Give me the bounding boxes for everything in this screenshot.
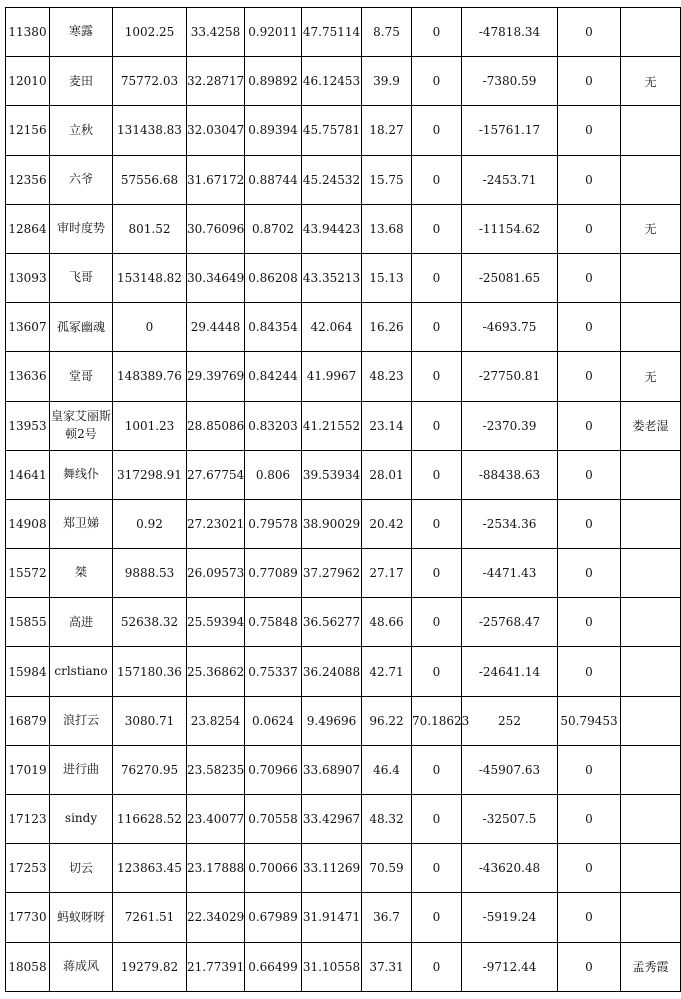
- extra-cell: 0: [412, 745, 462, 794]
- balance-cell: -15761.17: [462, 106, 558, 155]
- score-cell: 45.24532: [302, 155, 362, 204]
- table-row: [6, 401, 681, 450]
- ratio-cell: 0.84354: [245, 303, 302, 352]
- bonus-cell: 0: [558, 647, 621, 696]
- extra-cell: 0: [412, 253, 462, 302]
- name-cell: 桀: [50, 549, 113, 598]
- note-cell: [621, 499, 681, 548]
- extra-cell: 0: [412, 204, 462, 253]
- note-cell: 娄老湿: [621, 401, 681, 450]
- rate-cell: 23.40077: [187, 795, 245, 844]
- ratio-cell: 0.0624: [245, 696, 302, 745]
- score-cell: 43.94423: [302, 204, 362, 253]
- name-cell: 蚂蚁呀呀: [50, 893, 113, 942]
- bonus-cell: 0: [558, 450, 621, 499]
- rate-cell: 23.17888: [187, 844, 245, 893]
- note-cell: [621, 549, 681, 598]
- ratio-cell: 0.79578: [245, 499, 302, 548]
- score-cell: 45.75781: [302, 106, 362, 155]
- id-cell: 12864: [6, 204, 50, 253]
- value-cell: 57556.68: [113, 155, 187, 204]
- balance-cell: -25081.65: [462, 253, 558, 302]
- percent-cell: 70.59: [362, 844, 412, 893]
- name-cell: 审时度势: [50, 204, 113, 253]
- value-cell: 9888.53: [113, 549, 187, 598]
- name-cell: 孤冢幽魂: [50, 303, 113, 352]
- name-cell: 切云: [50, 844, 113, 893]
- extra-cell: 0: [412, 57, 462, 106]
- bonus-cell: 0: [558, 204, 621, 253]
- name-cell: 堂哥: [50, 352, 113, 401]
- bonus-cell: 0: [558, 745, 621, 794]
- table-row: [6, 303, 681, 352]
- table-row: [6, 499, 681, 548]
- rate-cell: 29.39769: [187, 352, 245, 401]
- extra-cell: 0: [412, 155, 462, 204]
- score-cell: 38.90029: [302, 499, 362, 548]
- percent-cell: 36.7: [362, 893, 412, 942]
- id-cell: 17019: [6, 745, 50, 794]
- balance-cell: -7380.59: [462, 57, 558, 106]
- ratio-cell: 0.92011: [245, 8, 302, 57]
- extra-cell: 0: [412, 942, 462, 991]
- data-table: [5, 7, 681, 992]
- balance-cell: -2534.36: [462, 499, 558, 548]
- percent-cell: 48.66: [362, 598, 412, 647]
- note-cell: 无: [621, 57, 681, 106]
- value-cell: 317298.91: [113, 450, 187, 499]
- percent-cell: 42.71: [362, 647, 412, 696]
- ratio-cell: 0.89394: [245, 106, 302, 155]
- note-cell: 无: [621, 352, 681, 401]
- ratio-cell: 0.806: [245, 450, 302, 499]
- percent-cell: 96.22: [362, 696, 412, 745]
- table-row: [6, 696, 681, 745]
- percent-cell: 28.01: [362, 450, 412, 499]
- balance-cell: -88438.63: [462, 450, 558, 499]
- id-cell: 14908: [6, 499, 50, 548]
- ratio-cell: 0.86208: [245, 253, 302, 302]
- value-cell: 801.52: [113, 204, 187, 253]
- id-cell: 18058: [6, 942, 50, 991]
- extra-cell: 0: [412, 549, 462, 598]
- balance-cell: -27750.81: [462, 352, 558, 401]
- percent-cell: 20.42: [362, 499, 412, 548]
- table-row: [6, 549, 681, 598]
- balance-cell: -43620.48: [462, 844, 558, 893]
- table-row: [6, 942, 681, 991]
- value-cell: 153148.82: [113, 253, 187, 302]
- balance-cell: -4693.75: [462, 303, 558, 352]
- extra-cell: 0: [412, 795, 462, 844]
- percent-cell: 18.27: [362, 106, 412, 155]
- rate-cell: 28.85086: [187, 401, 245, 450]
- ratio-cell: 0.66499: [245, 942, 302, 991]
- table-row: [6, 795, 681, 844]
- id-cell: 13607: [6, 303, 50, 352]
- rate-cell: 31.67172: [187, 155, 245, 204]
- rate-cell: 21.77391: [187, 942, 245, 991]
- table-row: [6, 204, 681, 253]
- score-cell: 46.12453: [302, 57, 362, 106]
- ratio-cell: 0.89892: [245, 57, 302, 106]
- score-cell: 37.27962: [302, 549, 362, 598]
- name-cell: sindy: [50, 795, 113, 844]
- balance-cell: 252: [462, 696, 558, 745]
- rate-cell: 33.4258: [187, 8, 245, 57]
- id-cell: 17730: [6, 893, 50, 942]
- score-cell: 9.49696: [302, 696, 362, 745]
- percent-cell: 48.23: [362, 352, 412, 401]
- id-cell: 12010: [6, 57, 50, 106]
- note-cell: [621, 450, 681, 499]
- id-cell: 13093: [6, 253, 50, 302]
- id-cell: 14641: [6, 450, 50, 499]
- extra-cell: 0: [412, 106, 462, 155]
- percent-cell: 37.31: [362, 942, 412, 991]
- bonus-cell: 0: [558, 795, 621, 844]
- ratio-cell: 0.88744: [245, 155, 302, 204]
- balance-cell: -11154.62: [462, 204, 558, 253]
- id-cell: 13636: [6, 352, 50, 401]
- rate-cell: 30.34649: [187, 253, 245, 302]
- bonus-cell: 0: [558, 598, 621, 647]
- name-cell: 六爷: [50, 155, 113, 204]
- percent-cell: 23.14: [362, 401, 412, 450]
- extra-cell: 0: [412, 450, 462, 499]
- note-cell: [621, 253, 681, 302]
- percent-cell: 15.13: [362, 253, 412, 302]
- note-cell: [621, 696, 681, 745]
- id-cell: 15855: [6, 598, 50, 647]
- note-cell: [621, 106, 681, 155]
- note-cell: [621, 303, 681, 352]
- id-cell: 15984: [6, 647, 50, 696]
- ratio-cell: 0.67989: [245, 893, 302, 942]
- rate-cell: 29.4448: [187, 303, 245, 352]
- name-cell: 寒露: [50, 8, 113, 57]
- note-cell: [621, 155, 681, 204]
- balance-cell: -32507.5: [462, 795, 558, 844]
- rate-cell: 23.8254: [187, 696, 245, 745]
- id-cell: 13953: [6, 401, 50, 450]
- rate-cell: 30.76096: [187, 204, 245, 253]
- bonus-cell: 50.79453: [558, 696, 621, 745]
- ratio-cell: 0.75848: [245, 598, 302, 647]
- value-cell: 75772.03: [113, 57, 187, 106]
- ratio-cell: 0.77089: [245, 549, 302, 598]
- score-cell: 42.064: [302, 303, 362, 352]
- value-cell: 0: [113, 303, 187, 352]
- id-cell: 16879: [6, 696, 50, 745]
- percent-cell: 39.9: [362, 57, 412, 106]
- ratio-cell: 0.75337: [245, 647, 302, 696]
- score-cell: 33.42967: [302, 795, 362, 844]
- table-row: [6, 155, 681, 204]
- table-row: [6, 352, 681, 401]
- table-row: [6, 893, 681, 942]
- rate-cell: 26.09573: [187, 549, 245, 598]
- percent-cell: 13.68: [362, 204, 412, 253]
- percent-cell: 48.32: [362, 795, 412, 844]
- value-cell: 3080.71: [113, 696, 187, 745]
- extra-cell: 0: [412, 844, 462, 893]
- name-cell: 蒋成风: [50, 942, 113, 991]
- bonus-cell: 0: [558, 499, 621, 548]
- bonus-cell: 0: [558, 352, 621, 401]
- balance-cell: -2370.39: [462, 401, 558, 450]
- extra-cell: 0: [412, 8, 462, 57]
- name-cell: crlstiano: [50, 647, 113, 696]
- name-cell: 进行曲: [50, 745, 113, 794]
- extra-cell: 0: [412, 352, 462, 401]
- extra-cell: 0: [412, 303, 462, 352]
- balance-cell: -5919.24: [462, 893, 558, 942]
- value-cell: 116628.52: [113, 795, 187, 844]
- percent-cell: 8.75: [362, 8, 412, 57]
- id-cell: 12156: [6, 106, 50, 155]
- percent-cell: 27.17: [362, 549, 412, 598]
- ratio-cell: 0.70966: [245, 745, 302, 794]
- table-row: [6, 106, 681, 155]
- value-cell: 157180.36: [113, 647, 187, 696]
- balance-cell: -4471.43: [462, 549, 558, 598]
- table-row: [6, 57, 681, 106]
- note-cell: [621, 745, 681, 794]
- bonus-cell: 0: [558, 57, 621, 106]
- ratio-cell: 0.83203: [245, 401, 302, 450]
- id-cell: 12356: [6, 155, 50, 204]
- id-cell: 11380: [6, 8, 50, 57]
- value-cell: 7261.51: [113, 893, 187, 942]
- id-cell: 17253: [6, 844, 50, 893]
- score-cell: 36.24088: [302, 647, 362, 696]
- score-cell: 31.91471: [302, 893, 362, 942]
- extra-cell: 0: [412, 647, 462, 696]
- bonus-cell: 0: [558, 303, 621, 352]
- bonus-cell: 0: [558, 549, 621, 598]
- balance-cell: -25768.47: [462, 598, 558, 647]
- bonus-cell: 0: [558, 155, 621, 204]
- bonus-cell: 0: [558, 893, 621, 942]
- value-cell: 76270.95: [113, 745, 187, 794]
- extra-cell: 0: [412, 499, 462, 548]
- note-cell: [621, 598, 681, 647]
- score-cell: 43.35213: [302, 253, 362, 302]
- name-cell: 麦田: [50, 57, 113, 106]
- ratio-cell: 0.8702: [245, 204, 302, 253]
- name-cell: 浪打云: [50, 696, 113, 745]
- balance-cell: -24641.14: [462, 647, 558, 696]
- balance-cell: -9712.44: [462, 942, 558, 991]
- name-cell: 皇家艾丽斯顿2号: [50, 401, 113, 450]
- value-cell: 1001.23: [113, 401, 187, 450]
- note-cell: [621, 647, 681, 696]
- percent-cell: 46.4: [362, 745, 412, 794]
- rate-cell: 25.36862: [187, 647, 245, 696]
- extra-cell: 0: [412, 893, 462, 942]
- score-cell: 33.68907: [302, 745, 362, 794]
- rate-cell: 23.58235: [187, 745, 245, 794]
- extra-cell: 0: [412, 598, 462, 647]
- score-cell: 39.53934: [302, 450, 362, 499]
- note-cell: [621, 8, 681, 57]
- score-cell: 33.11269: [302, 844, 362, 893]
- note-cell: [621, 893, 681, 942]
- rate-cell: 32.28717: [187, 57, 245, 106]
- table-row: [6, 450, 681, 499]
- name-cell: 舞线仆: [50, 450, 113, 499]
- rate-cell: 27.67754: [187, 450, 245, 499]
- id-cell: 15572: [6, 549, 50, 598]
- name-cell: 高进: [50, 598, 113, 647]
- name-cell: 飞哥: [50, 253, 113, 302]
- value-cell: 1002.25: [113, 8, 187, 57]
- bonus-cell: 0: [558, 844, 621, 893]
- id-cell: 17123: [6, 795, 50, 844]
- score-cell: 31.10558: [302, 942, 362, 991]
- bonus-cell: 0: [558, 106, 621, 155]
- bonus-cell: 0: [558, 401, 621, 450]
- extra-cell: 70.18623: [412, 696, 462, 745]
- rate-cell: 32.03047: [187, 106, 245, 155]
- value-cell: 131438.83: [113, 106, 187, 155]
- ratio-cell: 0.70066: [245, 844, 302, 893]
- rate-cell: 25.59394: [187, 598, 245, 647]
- note-cell: [621, 795, 681, 844]
- bonus-cell: 0: [558, 942, 621, 991]
- table-row: [6, 745, 681, 794]
- table-row: [6, 253, 681, 302]
- score-cell: 47.75114: [302, 8, 362, 57]
- score-cell: 41.21552: [302, 401, 362, 450]
- note-cell: 无: [621, 204, 681, 253]
- name-cell: 郑卫娣: [50, 499, 113, 548]
- value-cell: 19279.82: [113, 942, 187, 991]
- balance-cell: -47818.34: [462, 8, 558, 57]
- bonus-cell: 0: [558, 8, 621, 57]
- rate-cell: 22.34029: [187, 893, 245, 942]
- bonus-cell: 0: [558, 253, 621, 302]
- value-cell: 148389.76: [113, 352, 187, 401]
- extra-cell: 0: [412, 401, 462, 450]
- percent-cell: 15.75: [362, 155, 412, 204]
- table-row: [6, 598, 681, 647]
- note-cell: [621, 844, 681, 893]
- table-row: [6, 647, 681, 696]
- value-cell: 0.92: [113, 499, 187, 548]
- score-cell: 36.56277: [302, 598, 362, 647]
- table-row: [6, 8, 681, 57]
- table-row: [6, 844, 681, 893]
- value-cell: 52638.32: [113, 598, 187, 647]
- balance-cell: -45907.63: [462, 745, 558, 794]
- name-cell: 立秋: [50, 106, 113, 155]
- ratio-cell: 0.70558: [245, 795, 302, 844]
- score-cell: 41.9967: [302, 352, 362, 401]
- balance-cell: -2453.71: [462, 155, 558, 204]
- note-cell: 孟秀霞: [621, 942, 681, 991]
- ratio-cell: 0.84244: [245, 352, 302, 401]
- value-cell: 123863.45: [113, 844, 187, 893]
- percent-cell: 16.26: [362, 303, 412, 352]
- rate-cell: 27.23021: [187, 499, 245, 548]
